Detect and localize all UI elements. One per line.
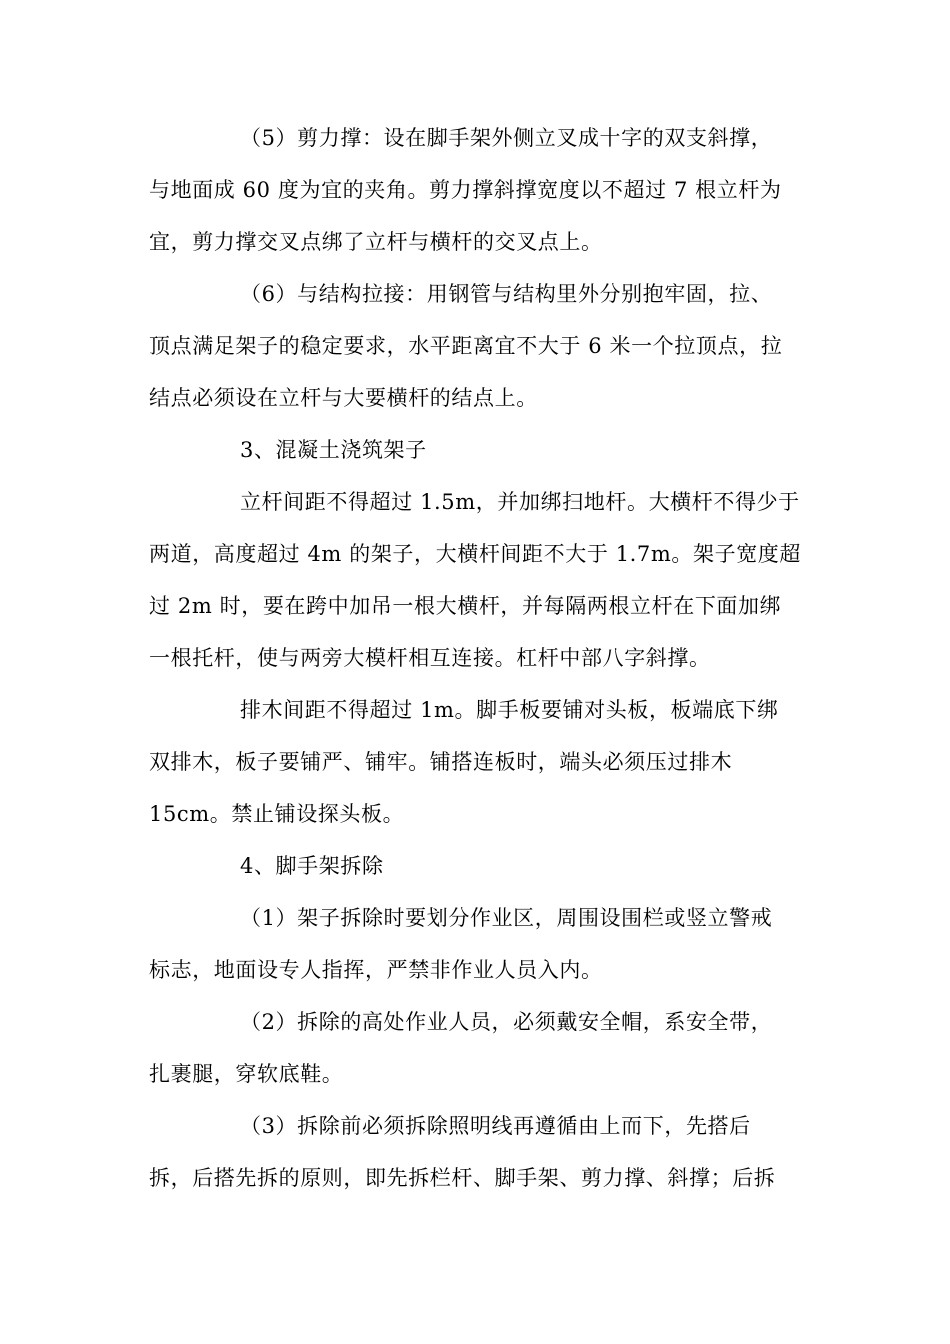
text-line: 过 2m 时，要在跨中加吊一根大横杆，并每隔两根立杆在下面加绑 (149, 594, 782, 618)
text-line: 拆，后搭先拆的原则，即先拆栏杆、脚手架、剪力撑、斜撑；后拆 (149, 1166, 776, 1190)
text-line: 顶点满足架子的稳定要求，水平距离宜不大于 6 米一个拉顶点，拉 (149, 334, 783, 358)
text-line: 结点必须设在立杆与大要横杆的结点上。 (149, 386, 538, 410)
text-line: 排木间距不得超过 1m。脚手板要铺对头板，板端底下绑 (240, 698, 779, 722)
text-line: 15cm。禁止铺设探头板。 (149, 802, 405, 826)
text-line: 标志，地面设专人指挥，严禁非作业人员入内。 (149, 958, 603, 982)
text-line: 双排木，板子要铺严、铺牢。铺搭连板时，端头必须压过排木 (149, 750, 733, 774)
text-line: 宜，剪力撑交叉点绑了立杆与横杆的交叉点上。 (149, 230, 603, 254)
section-heading: 4、脚手架拆除 (240, 854, 384, 878)
text-line: 一根托杆，使与两旁大模杆相互连接。杠杆中部八字斜撑。 (149, 646, 711, 670)
text-line: （2）拆除的高处作业人员，必须戴安全帽，系安全带， (240, 1010, 773, 1034)
text-line: 两道，高度超过 4m 的架子，大横杆间距不大于 1.7m。架子宽度超 (149, 542, 802, 566)
text-line: （6）与结构拉接：用钢管与结构里外分别抱牢固，拉、 (240, 282, 773, 306)
text-line: 立杆间距不得超过 1.5m，并加绑扫地杆。大横杆不得少于 (240, 490, 800, 514)
text-line: 扎裹腿，穿软底鞋。 (149, 1062, 344, 1086)
section-heading: 3、混凝土浇筑架子 (240, 438, 427, 462)
text-line: （3）拆除前必须拆除照明线再遵循由上而下，先搭后 (240, 1114, 751, 1138)
text-line: （5）剪力撑：设在脚手架外侧立叉成十字的双支斜撑， (240, 126, 773, 150)
text-line: （1）架子拆除时要划分作业区，周围设围栏或竖立警戒 (240, 906, 773, 930)
text-line: 与地面成 60 度为宜的夹角。剪力撑斜撑宽度以不超过 7 根立杆为 (149, 178, 782, 202)
